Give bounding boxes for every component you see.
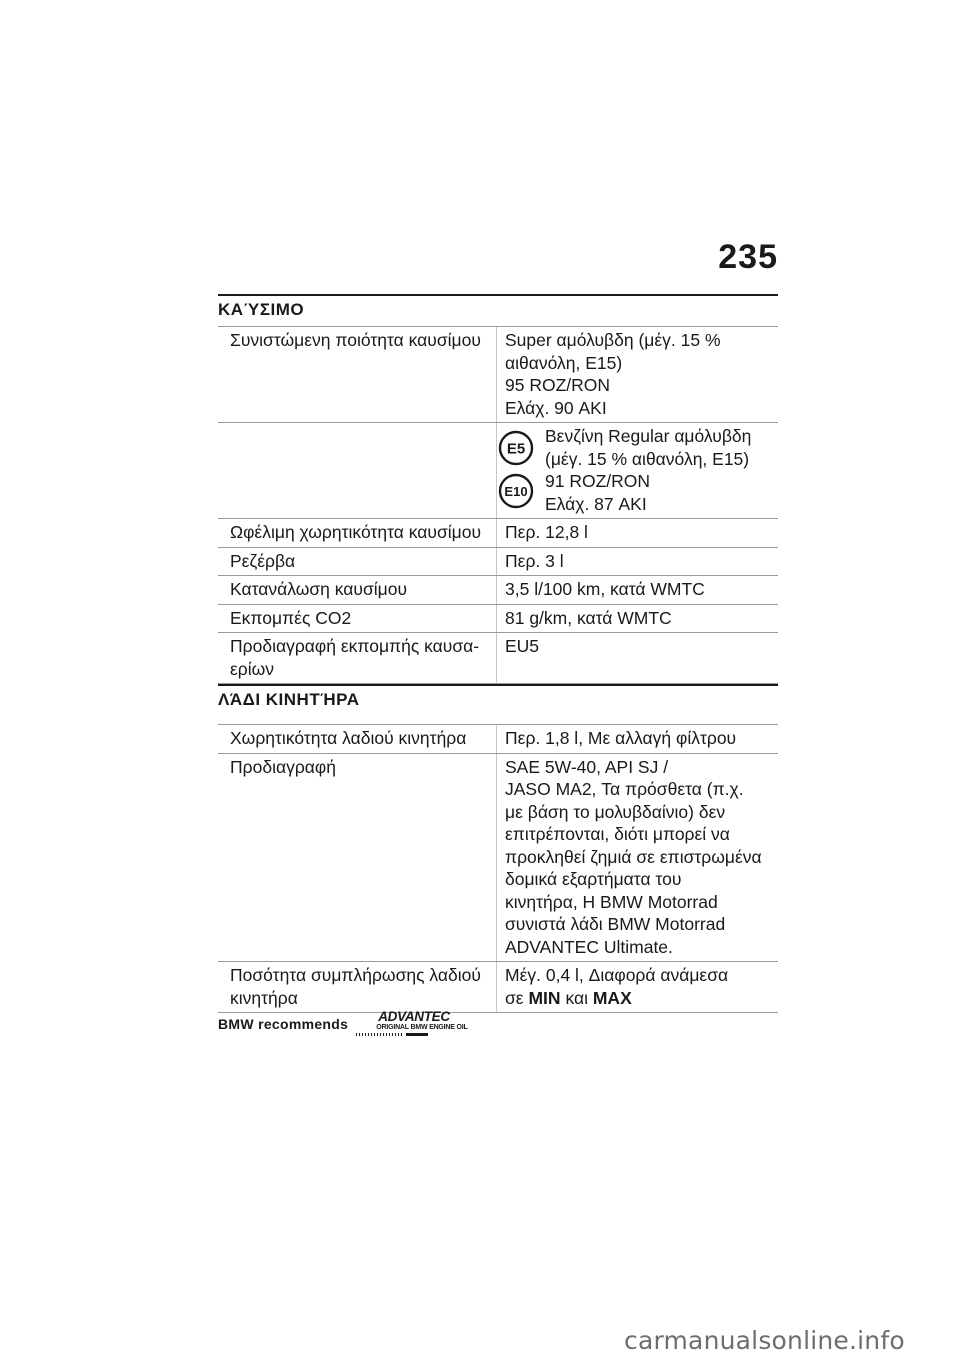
fuel-section xyxy=(218,294,778,684)
min-mark-label: MIN xyxy=(528,987,561,1008)
row-value: EU5 xyxy=(497,633,779,684)
svg-text:E10: E10 xyxy=(504,484,528,499)
row-value: 3,5 l/100 km, κατά WMTC xyxy=(497,576,779,605)
row-value xyxy=(497,327,779,423)
row-value: Περ. 12,8 l xyxy=(497,519,779,548)
value-line: Μέγ. 0,4 l, Διαφορά ανάμεσα xyxy=(505,965,729,985)
value-line: αιθανόλη, E15) xyxy=(505,352,623,373)
value-line: Βενζίνη Regular αμόλυβδη xyxy=(545,426,752,446)
row-value: Περ. 3 l xyxy=(497,547,779,576)
value-line: με βάση το μολυβδαίνιο) δεν xyxy=(505,801,726,822)
table-row xyxy=(218,547,778,576)
row-label: Προδιαγραφή xyxy=(218,753,497,962)
value-line: SAE 5W-40, API SJ / xyxy=(505,756,669,777)
label-line: ερίων xyxy=(230,658,275,679)
page-number: 235 xyxy=(718,238,778,276)
value-text: σε xyxy=(505,987,524,1008)
engine-oil-spec-table xyxy=(218,724,778,1013)
value-line: επιτρέπονται, διότι μπορεί να xyxy=(505,824,730,844)
row-label: Χωρητικότητα λαδιού κινητήρα xyxy=(218,725,497,754)
row-label: Συνιστώμενη ποιότητα καυσίμου xyxy=(218,327,497,423)
value-line: Ελάχ. 90 AKI xyxy=(505,397,607,418)
row-value: Περ. 1,8 l, Με αλλαγή φίλτρου xyxy=(497,725,779,754)
row-value xyxy=(497,962,779,1013)
row-value xyxy=(497,423,779,519)
value-line: 91 ROZ/RON xyxy=(545,471,651,491)
row-label xyxy=(218,962,497,1013)
label-line: Προδιαγραφή εκπομπής καυσα- xyxy=(230,636,480,656)
value-line: συνιστά λάδι BMW Motorrad xyxy=(505,914,726,934)
value-line: δομικά εξαρτήματα του xyxy=(505,869,682,889)
row-label: Ωφέλιμη χωρητικότητα καυσίμου xyxy=(218,519,497,548)
row-label xyxy=(218,423,497,519)
advantec-logo-bars xyxy=(356,1033,467,1036)
max-mark-label: MAX xyxy=(592,987,632,1008)
bmw-recommends-line xyxy=(218,1010,468,1036)
value-text: και xyxy=(565,987,588,1008)
row-value: 81 g/km, κατά WMTC xyxy=(497,604,779,633)
value-line: Super αμόλυβδη (μέγ. 15 % xyxy=(505,330,721,350)
table-row xyxy=(218,604,778,633)
row-label: Εκπομπές CO2 xyxy=(218,604,497,633)
row-label: Κατανάλωση καυσίμου xyxy=(218,576,497,605)
value-line: JASO MA2, Τα πρόσθετα (π.χ. xyxy=(505,779,744,799)
e5-fuel-icon xyxy=(497,429,535,467)
label-line: Ποσότητα συμπλήρωσης λαδιού xyxy=(230,965,481,985)
value-line: (μέγ. 15 % αιθανόλη, E15) xyxy=(545,448,750,469)
engine-oil-section xyxy=(218,684,778,1013)
table-row xyxy=(218,633,778,684)
value-line: προκληθεί ζημιά σε επιστρωμένα xyxy=(505,846,762,867)
label-line: κινητήρα xyxy=(230,987,298,1008)
table-row xyxy=(218,519,778,548)
table-row xyxy=(218,753,778,962)
advantec-logo xyxy=(356,1010,467,1036)
fuel-section-title: ΚΑΎΣΙΜΟ xyxy=(218,294,778,326)
table-row xyxy=(218,423,778,519)
watermark: carmanualsonline.info xyxy=(624,1326,905,1355)
fuel-spec-table xyxy=(218,326,778,684)
engine-oil-section-title: ΛΆΔΙ ΚΙΝΗΤΉΡΑ xyxy=(218,684,778,720)
table-row xyxy=(218,327,778,423)
value-line: 95 ROZ/RON xyxy=(505,375,611,395)
fuel-type-icons xyxy=(497,425,537,511)
value-line xyxy=(505,987,774,1010)
value-line: ADVANTEC Ultimate. xyxy=(505,936,673,957)
advantec-logo-word: ADVANTEC xyxy=(378,1009,450,1024)
e10-fuel-icon xyxy=(497,471,535,511)
svg-text:E5: E5 xyxy=(506,440,526,458)
bmw-recommends-text: BMW recommends xyxy=(218,1016,349,1032)
table-row xyxy=(218,962,778,1013)
row-value xyxy=(497,753,779,962)
table-row xyxy=(218,576,778,605)
advantec-logo-subtitle: ORIGINAL BMW ENGINE OIL xyxy=(376,1024,468,1031)
row-label: Ρεζέρβα xyxy=(218,547,497,576)
value-line: κινητήρα, Η BMW Motorrad xyxy=(505,891,718,912)
row-label xyxy=(218,633,497,684)
table-row xyxy=(218,725,778,754)
value-line: Ελάχ. 87 AKI xyxy=(545,493,647,514)
